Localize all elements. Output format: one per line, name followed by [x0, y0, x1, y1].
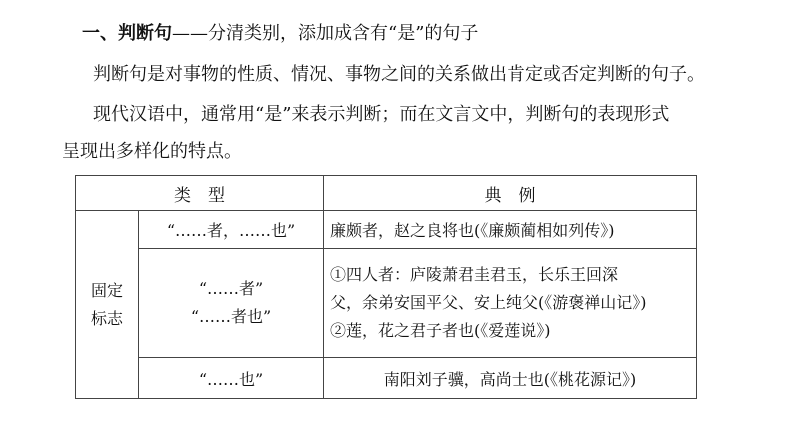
example-text: 父，余弟安国平父、安上纯父(《游褒禅山记》)	[330, 293, 647, 312]
example-cell: 廉颇者，赵之良将也(《廉颇蔺相如列传》)	[324, 211, 697, 249]
table-row	[76, 249, 697, 358]
group-label-line1: 固定	[90, 280, 123, 300]
example-text: ①四人者：庐陵萧君圭君玉，长乐王回深	[330, 265, 619, 284]
table-row	[76, 358, 697, 399]
mark-cell: “……也”	[139, 358, 324, 399]
heading-subtitle: ——分清类别，添加成含有“是”的句子	[172, 23, 479, 44]
table-row	[76, 211, 697, 249]
mark-text: “……者也”	[190, 307, 272, 326]
example-cell: 南阳刘子骥，高尚士也(《桃花源记》)	[324, 358, 697, 399]
header-type: 类 型	[76, 176, 324, 211]
table-header-row	[76, 176, 697, 211]
group-label-cell	[76, 211, 139, 399]
section-heading	[82, 22, 478, 46]
mark-cell: “……者，……也”	[139, 211, 324, 249]
example-text: ②莲，花之君子者也(《爱莲说》)	[330, 321, 551, 340]
example-cell	[324, 249, 697, 358]
mark-text: “……者”	[198, 279, 264, 298]
judgment-sentence-table	[75, 175, 697, 399]
paragraph-conclusion: 呈现出多样化的特点。	[62, 141, 242, 162]
paragraph-definition: 判断句是对事物的性质、情况、事物之间的关系做出肯定或否定判断的句子。	[93, 64, 705, 85]
paragraph-comparison: 现代汉语中，通常用“是”来表示判断；而在文言文中，判断句的表现形式	[93, 104, 670, 125]
heading-bold-label: 一、判断句	[82, 23, 172, 44]
group-label-line2: 标志	[90, 308, 123, 328]
mark-cell	[139, 249, 324, 358]
group-label	[82, 277, 132, 333]
header-example: 典 例	[324, 176, 697, 211]
